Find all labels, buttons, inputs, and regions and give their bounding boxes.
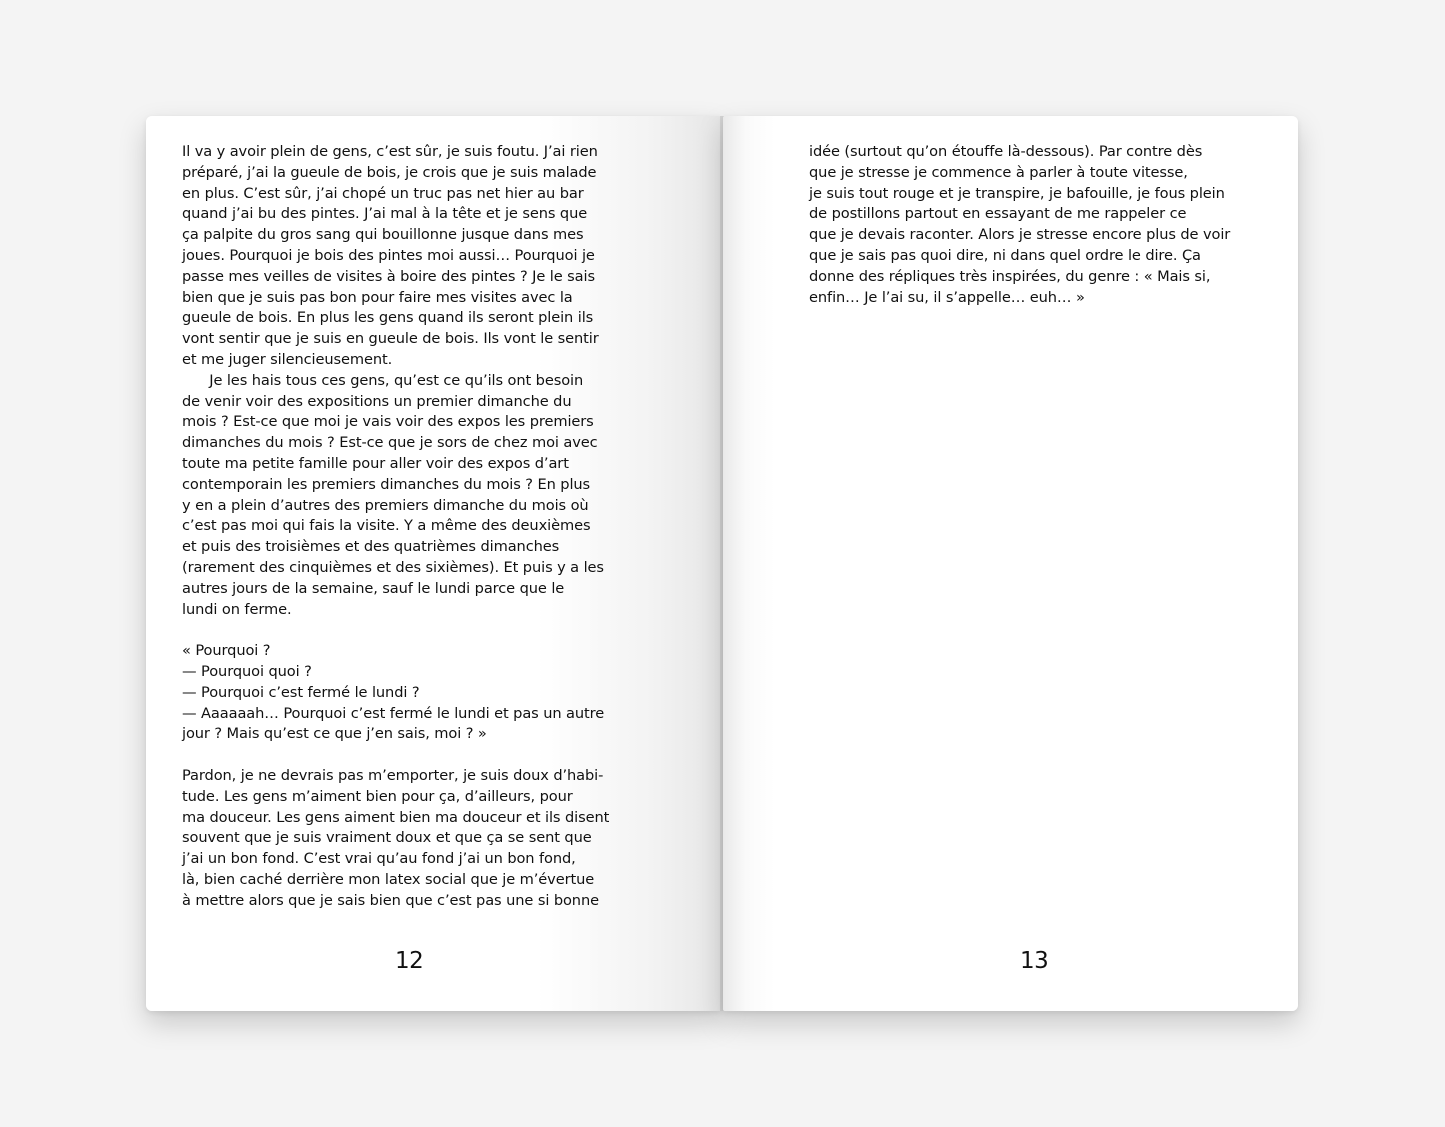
left-page-text (182, 142, 634, 911)
text-line: à mettre alors que je sais bien que c’est pas une si bonne (182, 891, 599, 909)
text-line: que je stresse je commence à parler à toute vitesse, (809, 163, 1188, 181)
text-line: je suis tout rouge et je transpire, je bafouille, je fous plein (809, 184, 1225, 202)
text-line: là, bien caché derrière mon latex social que je m’évertue (182, 870, 595, 888)
text-line: c’est pas moi qui fais la visite. Y a même des deuxièmes (182, 517, 591, 535)
text-line: toute ma petite famille pour aller voir des expos d’art (182, 454, 569, 472)
text-line: y en a plein d’autres des premiers dimanche du mois où (182, 496, 589, 514)
left-page (146, 116, 721, 1011)
text-line: passe mes veilles de visites à boire des pintes ? Je le sais (182, 267, 595, 285)
right-page-text (809, 142, 1261, 308)
text-line: autres jours de la semaine, sauf le lundi parce que le (182, 579, 565, 597)
text-line: que je sais pas quoi dire, ni dans quel ordre le dire. Ça (809, 246, 1201, 264)
text-line: ma douceur. Les gens aiment bien ma douceur et ils disent (182, 808, 610, 826)
text-line: préparé, j’ai la gueule de bois, je crois que je suis malade (182, 163, 597, 181)
text-line: et puis des troisièmes et des quatrièmes dimanches (182, 538, 560, 556)
text-line: tude. Les gens m’aiment bien pour ça, d’ailleurs, pour (182, 787, 573, 805)
text-line: (rarement des cinquièmes et des sixièmes). Et puis y a les (182, 558, 604, 576)
right-page (723, 116, 1298, 1011)
text-line: bien que je suis pas bon pour faire mes visites avec la (182, 288, 573, 306)
text-line: en plus. C’est sûr, j’ai chopé un truc pas net hier au bar (182, 184, 584, 202)
paragraph-spacer (182, 620, 634, 641)
dialogue-line: « Pourquoi ? (182, 642, 271, 660)
text-line: de postillons partout en essayant de me rappeler ce (809, 205, 1187, 223)
page-number: 12 (395, 948, 424, 974)
page-number: 13 (1020, 948, 1049, 974)
text-line: ça palpite du gros sang qui bouillonne jusque dans mes (182, 226, 584, 244)
dialogue-line: — Pourquoi c’est fermé le lundi ? (182, 683, 420, 701)
text-line: gueule de bois. En plus les gens quand ils seront plein ils (182, 309, 594, 327)
text-line: enfin… Je l’ai su, il s’appelle… euh… » (809, 288, 1085, 306)
text-line: souvent que je suis vraiment doux et que ça se sent que (182, 829, 592, 847)
text-line: Il va y avoir plein de gens, c’est sûr, je suis foutu. J’ai rien (182, 143, 598, 160)
text-line: que je devais raconter. Alors je stresse encore plus de voir (809, 226, 1231, 244)
text-line: Je les hais tous ces gens, qu’est ce qu’ils ont besoin (182, 371, 584, 389)
text-line: quand j’ai bu des pintes. J’ai mal à la tête et je sens que (182, 205, 588, 223)
dialogue-line: jour ? Mais qu’est ce que j’en sais, moi ? » (182, 725, 487, 743)
text-line: donne des répliques très inspirées, du genre : « Mais si, (809, 267, 1211, 285)
text-line: Pardon, je ne devrais pas m’emporter, je suis doux d’habi- (182, 766, 604, 784)
book-spread (146, 116, 1298, 1011)
text-line: de venir voir des expositions un premier dimanche du (182, 392, 572, 410)
text-line: vont sentir que je suis en gueule de bois. Ils vont le sentir (182, 330, 599, 348)
dialogue-line: — Pourquoi quoi ? (182, 662, 312, 680)
paragraph-spacer (182, 745, 634, 766)
text-line: dimanches du mois ? Est-ce que je sors de chez moi avec (182, 434, 598, 452)
text-line: idée (surtout qu’on étouffe là-dessous). Par contre dès (809, 143, 1203, 160)
text-line: mois ? Est-ce que moi je vais voir des expos les premiers (182, 413, 594, 431)
dialogue-line: — Aaaaaah… Pourquoi c’est fermé le lundi et pas un autre (182, 704, 605, 722)
text-line: joues. Pourquoi je bois des pintes moi aussi… Pourquoi je (182, 246, 595, 264)
text-line: et me juger silencieusement. (182, 350, 393, 368)
text-line: lundi on ferme. (182, 600, 292, 618)
text-line: contemporain les premiers dimanches du mois ? En plus (182, 475, 591, 493)
text-line: j’ai un bon fond. C’est vrai qu’au fond j’ai un bon fond, (182, 850, 576, 868)
